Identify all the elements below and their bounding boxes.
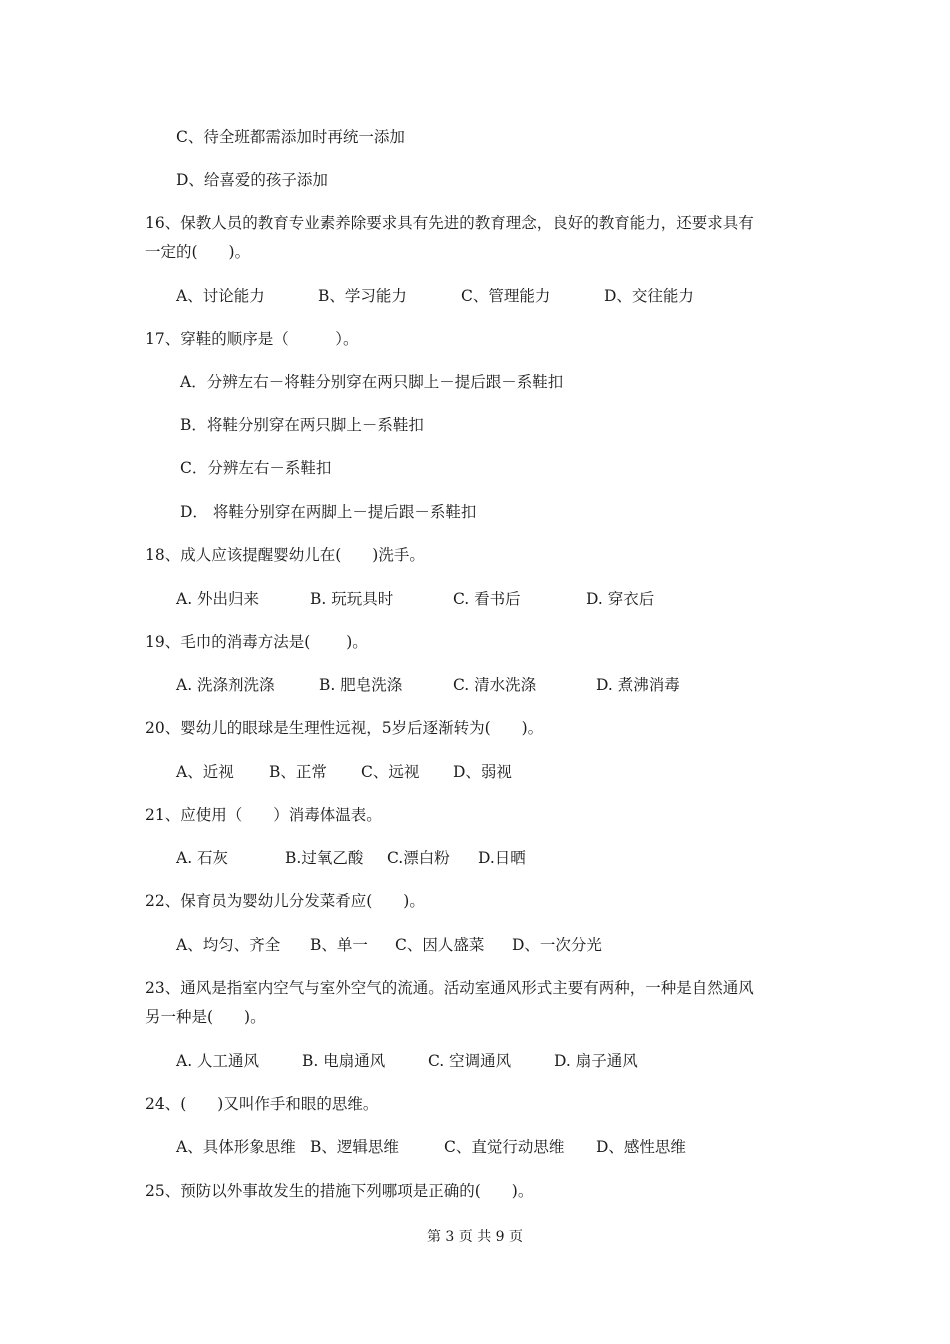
q20-option-d: D、弱视 [453, 763, 512, 781]
q21-stem: 21、应使用（ ）消毒体温表。 [145, 806, 382, 824]
q16-stem-line1: 16、保教人员的教育专业素养除要求具有先进的教育理念，良好的教育能力，还要求具有 [145, 214, 754, 232]
q21-option-d: D.日晒 [478, 849, 526, 867]
q22-stem: 22、保育员为婴幼儿分发菜肴应( )。 [145, 892, 425, 910]
q19-option-b: B. 肥皂洗涤 [319, 676, 403, 694]
q22-option-a: A、均匀、齐全 [176, 936, 281, 954]
q18-option-b: B. 玩玩具时 [310, 590, 394, 608]
q23-option-d: D. 扇子通风 [554, 1052, 638, 1070]
q22-option-d: D、一次分光 [512, 936, 602, 954]
q16-option-b: B、学习能力 [318, 287, 407, 305]
q18-option-c: C. 看书后 [453, 590, 521, 608]
q15-option-c: C、待全班都需添加时再统一添加 [176, 128, 405, 146]
q19-stem: 19、毛巾的消毒方法是( )。 [145, 633, 368, 651]
q19-option-a: A. 洗涤剂洗涤 [176, 676, 275, 694]
q19-option-d: D. 煮沸消毒 [596, 676, 680, 694]
q23-option-b: B. 电扇通风 [302, 1052, 386, 1070]
q17-option-b: B．将鞋分别穿在两只脚上－系鞋扣 [180, 416, 424, 434]
q24-option-a: A、具体形象思维 [176, 1138, 296, 1156]
q22-option-c: C、因人盛菜 [395, 936, 485, 954]
q18-option-d: D. 穿衣后 [586, 590, 655, 608]
q22-option-b: B、单一 [310, 936, 368, 954]
q17-option-d: D． 将鞋分别穿在两脚上－提后跟－系鞋扣 [180, 503, 477, 521]
q24-option-d: D、感性思维 [596, 1138, 686, 1156]
q20-option-b: B、正常 [269, 763, 327, 781]
q23-option-a: A. 人工通风 [176, 1052, 260, 1070]
q21-option-b: B.过氧乙酸 [285, 849, 364, 867]
q17-option-c: C．分辨左右－系鞋扣 [180, 459, 332, 477]
q17-option-a: A．分辨左右－将鞋分别穿在两只脚上－提后跟－系鞋扣 [180, 373, 564, 391]
q20-option-a: A、近视 [176, 763, 234, 781]
q23-option-c: C. 空调通风 [428, 1052, 512, 1070]
q19-option-c: C. 清水洗涤 [453, 676, 537, 694]
q17-stem: 17、穿鞋的顺序是（ ）。 [145, 330, 359, 348]
q23-stem-line1: 23、通风是指室内空气与室外空气的流通。活动室通风形式主要有两种，一种是自然通风 [145, 979, 754, 997]
q23-stem-line2: 另一种是( )。 [145, 1008, 266, 1026]
q24-stem: 24、( )又叫作手和眼的思维。 [145, 1095, 379, 1113]
q20-option-c: C、远视 [361, 763, 420, 781]
q16-option-a: A、讨论能力 [176, 287, 265, 305]
q21-option-c: C.漂白粉 [387, 849, 450, 867]
q16-option-d: D、交往能力 [604, 287, 694, 305]
q25-stem: 25、预防以外事故发生的措施下列哪项是正确的( )。 [145, 1182, 534, 1200]
q16-stem-line2: 一定的( )。 [145, 243, 251, 261]
q20-stem: 20、婴幼儿的眼球是生理性远视，5岁后逐渐转为( )。 [145, 719, 544, 737]
q24-option-b: B、逻辑思维 [310, 1138, 399, 1156]
q18-stem: 18、成人应该提醒婴幼儿在( )洗手。 [145, 546, 425, 564]
q21-option-a: A. 石灰 [176, 849, 229, 867]
q15-option-d: D、给喜爱的孩子添加 [176, 171, 328, 189]
page-footer: 第 3 页 共 9 页 [426, 1229, 524, 1245]
q16-option-c: C、管理能力 [461, 287, 551, 305]
q18-option-a: A. 外出归来 [176, 590, 260, 608]
q24-option-c: C、直觉行动思维 [444, 1138, 565, 1156]
